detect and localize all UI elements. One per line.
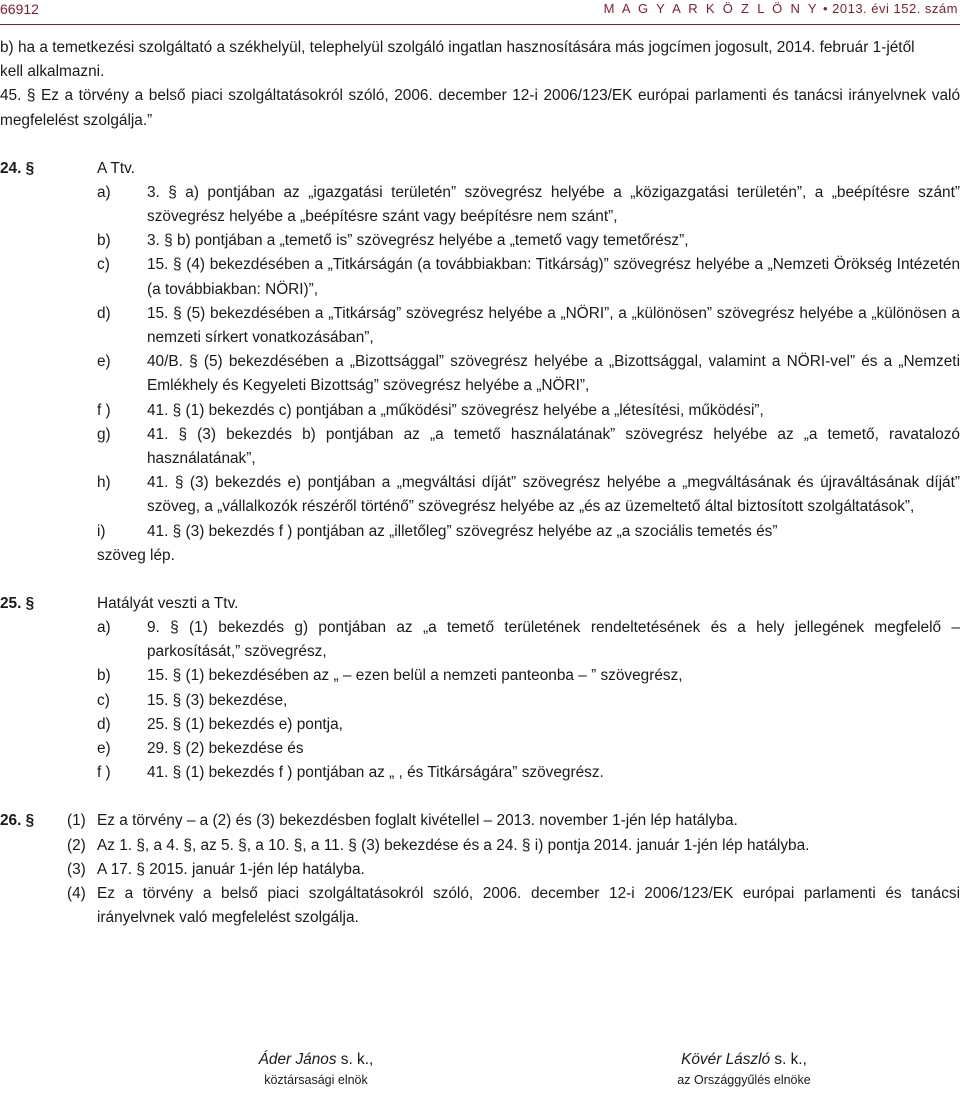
issue-number: 2013. évi 152. szám (832, 1, 958, 16)
intro-line-45: 45. § Ez a törvény a belső piaci szolgáltatásokról szóló, 2006. december 12-i 2006/123/EK európai parlamenti és tanácsi irányelvnek való megfelelést szolgálja.” (0, 87, 960, 129)
item-text: 40/B. § (5) bekezdésében a „Bizottsággal” szövegrész helyébe a „Bizottsággal, valamint a NÖRI-vel” és a „Nemzeti Emlékhely és Kegyeleti Bizottság” szövegrész helyébe a „NÖRI”, (147, 353, 960, 395)
paragraph-text: A 17. § 2015. január 1-jén lép hatályba. (97, 860, 365, 878)
section-24-number: 24. § (0, 159, 35, 177)
signatory-role: köztársasági elnök (264, 1073, 368, 1087)
item-label: b) (97, 232, 111, 250)
paragraph (0, 882, 960, 930)
item-text: 41. § (3) bekezdés f ) pontjában az „illetőleg” szövegrész helyébe az „a szociális temetés és” (147, 522, 778, 540)
item-text: 25. § (1) bekezdés e) pontja, (147, 715, 343, 733)
paragraph (0, 834, 960, 858)
item-text: 29. § (2) bekezdése és (147, 740, 304, 758)
list-item (0, 181, 960, 229)
page-header (0, 0, 960, 26)
list-item (0, 350, 960, 398)
page-number: 66912 (0, 1, 39, 17)
section-26 (0, 809, 960, 930)
paragraph-label: (1) (67, 812, 86, 830)
signature-left (226, 1049, 406, 1089)
item-text: 41. § (3) bekezdés b) pontjában az „a temető használatának” szövegrész helyébe az „a temető, ravatalozó használatának”, (147, 425, 960, 468)
signature-right (654, 1049, 834, 1089)
list-item (0, 689, 960, 713)
list-item (0, 302, 960, 350)
list-item (0, 520, 960, 544)
list-item (0, 616, 960, 664)
list-item (0, 253, 960, 301)
journal-title: M A G Y A R K Ö Z L Ö N Y (603, 1, 819, 16)
intro-line-b: b) ha a temetkezési szolgáltató a székhelyül, telephelyül szolgáló ingatlan hasznosítására más jogcímen jogosult, 2014. február 1-jétől (0, 39, 915, 56)
item-text: 41. § (1) bekezdés c) pontjában a „működési” szövegrész helyébe a „létesítési, működési”, (147, 401, 764, 419)
list-item (0, 399, 960, 423)
item-text: 15. § (5) bekezdésében a „Titkárság” szövegrész helyébe a „NÖRI”, a „különösen” szövegrész helyébe a „különösen a nemzeti sírkert vonatkozásában”, (147, 304, 960, 347)
item-text: 3. § a) pontjában az „igazgatási területén” szövegrész helyébe a „közigazgatási területén”, a „beépítésre szánt” szövegrész helyébe a „beépítésre szánt vagy beépítésre nem szánt”, (147, 183, 960, 226)
intro-line-kell: kell alkalmazni. (0, 63, 105, 81)
item-label: f ) (97, 764, 111, 782)
item-label: h) (97, 474, 111, 492)
paragraph (0, 809, 960, 833)
item-label: g) (97, 425, 111, 443)
header-rule (0, 24, 960, 25)
header-bullet: • (822, 1, 829, 16)
section-26-number: 26. § (0, 812, 35, 830)
list-item (0, 664, 960, 688)
paragraph-text: Ez a törvény – a (2) és (3) bekezdésben foglalt kivétellel – 2013. november 1-jén lép hatályba. (97, 812, 738, 830)
list-item (0, 471, 960, 519)
item-label: f ) (97, 401, 111, 419)
list-item (0, 423, 960, 471)
spacer (0, 133, 960, 157)
item-text: 41. § (3) bekezdés e) pontjában a „megváltási díját” szövegrész helyébe a „megváltásának és újraváltásának díját” szöveg, a „vállalkozók részéről történő” szövegrész helyébe az „és az üzemeltető által biztosított szolgáltatások”, (147, 474, 960, 516)
document-body (0, 36, 960, 931)
section-24-title: A Ttv. (97, 159, 135, 177)
signatory-name: Áder János (258, 1051, 337, 1068)
list-item (0, 713, 960, 737)
signatory-name: Kövér László (681, 1051, 771, 1068)
item-label: d) (97, 715, 111, 733)
item-label: c) (97, 256, 110, 274)
item-label: b) (97, 667, 111, 685)
paragraph-text: Ez a törvény a belső piaci szolgáltatásokról szóló, 2006. december 12-i 2006/123/EK európai parlamenti és tanácsi irányelvnek való megfelelést szolgálja. (97, 885, 960, 927)
section-25-heading (0, 592, 960, 616)
item-label: d) (97, 304, 111, 322)
section-24-list (0, 181, 960, 568)
section-24-closing: szöveg lép. (97, 546, 175, 564)
item-text: 9. § (1) bekezdés g) pontjában az „a temető területének rendeltetésének és a hely jellegének megfelelő – parkosítását,” szövegrész, (147, 619, 960, 661)
item-label: i) (97, 522, 106, 540)
section-25-title: Hatályát veszti a Ttv. (97, 595, 239, 613)
signatory-role: az Országgyűlés elnöke (677, 1073, 811, 1087)
item-text: 15. § (3) bekezdése, (147, 691, 288, 709)
list-item (0, 737, 960, 761)
signatory-suffix: s. k., (336, 1051, 374, 1068)
section-24-heading (0, 157, 960, 181)
item-text: 3. § b) pontjában a „temető is” szövegrész helyébe a „temető vagy temetőrész”, (147, 232, 689, 250)
list-item (0, 761, 960, 785)
item-text: 15. § (1) bekezdésében az „ – ezen belül a nemzeti panteonba – ” szövegrész, (147, 667, 683, 685)
paragraph-label: (2) (67, 836, 86, 854)
list-item (0, 229, 960, 253)
section-25-list (0, 616, 960, 785)
item-label: a) (97, 619, 111, 637)
signatory-suffix: s. k., (770, 1051, 807, 1068)
paragraph-text: Az 1. §, a 4. §, az 5. §, a 10. §, a 11. § (3) bekezdése és a 24. § i) pontja 2014. január 1-jén lép hatályba. (97, 836, 810, 854)
spacer (0, 785, 960, 809)
item-text: 15. § (4) bekezdésében a „Titkárságán (a továbbiakban: Titkárság)” szövegrész helyébe a „Nemzeti Örökség Intézetén (a továbbiakban: NÖRI)”, (147, 256, 960, 298)
paragraph-label: (3) (67, 860, 86, 878)
item-text: 41. § (1) bekezdés f ) pontjában az „ , és Titkárságára” szövegrész. (147, 764, 604, 782)
item-label: a) (97, 183, 111, 201)
spacer (0, 568, 960, 592)
section-25-number: 25. § (0, 595, 35, 613)
item-label: e) (97, 353, 111, 371)
paragraph (0, 858, 960, 882)
running-head (604, 1, 958, 16)
item-label: e) (97, 740, 111, 758)
item-label: c) (97, 691, 110, 709)
paragraph-label: (4) (67, 885, 86, 903)
